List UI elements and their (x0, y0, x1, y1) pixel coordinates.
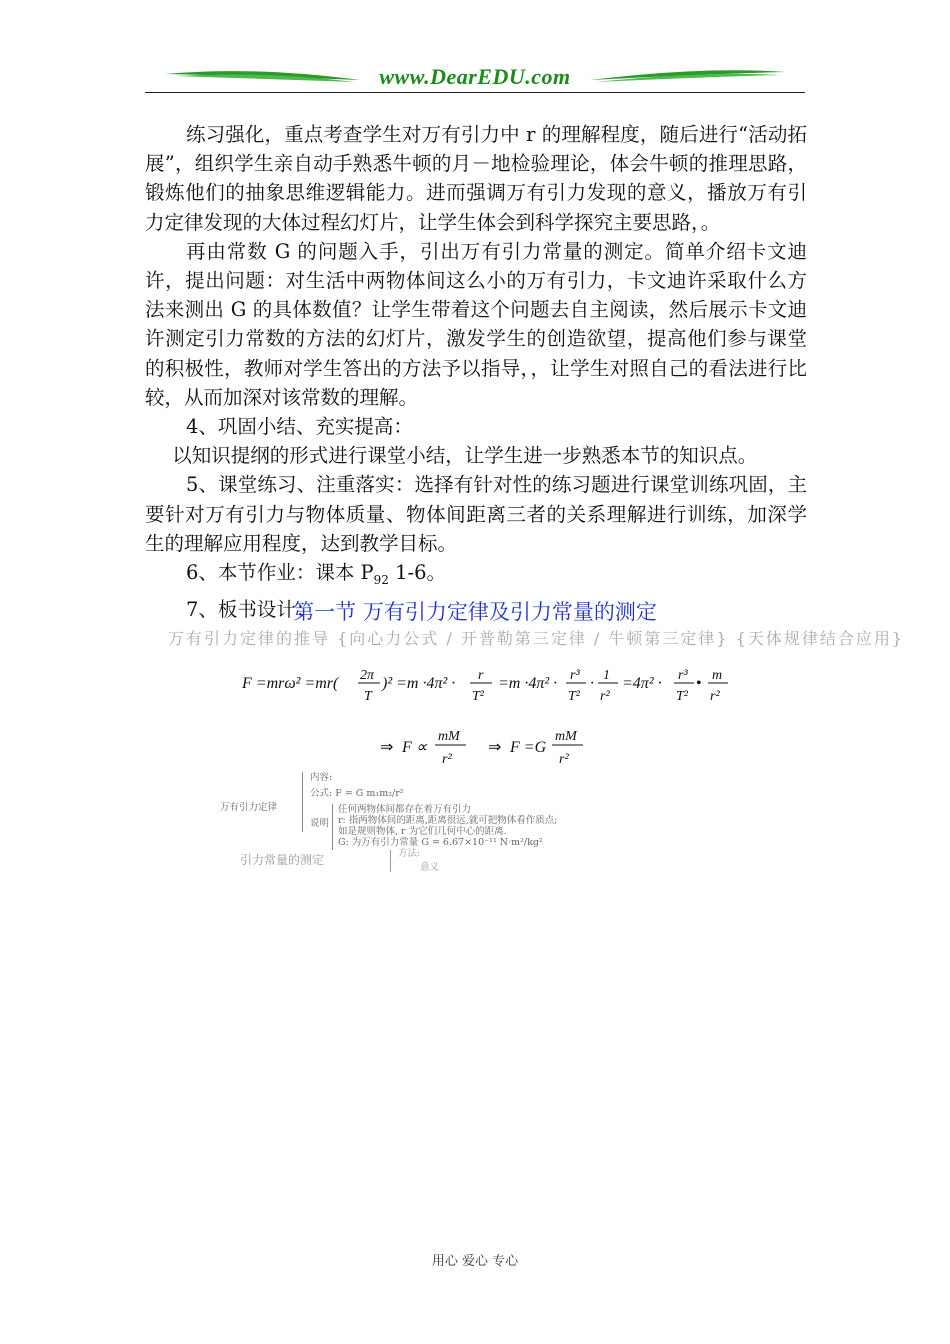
outline-formula: 公式: F = G m₁m₂/r² (310, 788, 404, 799)
site-name: www.DearEDU.com (379, 64, 571, 89)
paragraph-5: 5、课堂练习、注重落实：选择有针对性的练习题进行课堂训练巩固，主要针对万有引力与物体质量、物体间距离三者的关系理解进行训练，加深学生的理解应用程度，达到教学目标。 (145, 473, 807, 555)
svg-text:1: 1 (603, 668, 610, 683)
svg-text:r²: r² (442, 752, 452, 767)
svg-text:=m ·4π² ·: =m ·4π² · (498, 675, 558, 692)
svg-text:=4π² ·: =4π² · (622, 675, 662, 692)
document-body (145, 120, 807, 624)
svg-text:r²: r² (559, 752, 569, 767)
outline-root: 万有引力定律 (220, 802, 278, 813)
svg-text:T: T (364, 689, 372, 704)
svg-text:F =mrω² =mr(: F =mrω² =mr( (242, 675, 339, 692)
svg-text:T²: T² (472, 689, 484, 704)
outline-g-method: 方法: (398, 848, 421, 859)
svg-text:⇒: ⇒ (380, 739, 394, 756)
board-formula-graphic (230, 660, 750, 770)
homework-range: 1-6。 (388, 561, 447, 585)
svg-text:F =G: F =G (510, 739, 547, 756)
svg-text:·: · (590, 675, 594, 692)
outline-explain-brace (332, 804, 337, 850)
outline-explain-label: 说明 (310, 818, 330, 829)
paragraph-3: 4、巩固小结、充实提高： (185, 415, 413, 439)
paragraph-6 (145, 558, 807, 595)
svg-text:T²: T² (568, 689, 580, 704)
svg-text:r²: r² (600, 689, 610, 704)
outline-brace (302, 772, 307, 832)
homework-label: 6、本节作业：课本 P (185, 561, 374, 585)
board-faded-derivation-line: 万有引力定律的推导 {向心力公式 / 开普勒第三定律 / 牛顿第三定律} {天体规律结合应用} (168, 629, 905, 648)
svg-text:•: • (696, 675, 702, 692)
homework-page-subscript: 92 (373, 572, 389, 587)
svg-text:⇒: ⇒ (488, 739, 502, 756)
outline-content-label: 内容: (310, 772, 333, 783)
paragraph-1: 练习强化，重点考查学生对万有引力中 r 的理解程度，随后进行“活动拓展”，组织学生亲自动手熟悉牛顿的月－地检验理论，体会牛顿的推理思路，锻炼他们的抽象思维逻辑能力。进而强调万有引力发现的意义，播放万有引力定律发现的大体过程幻灯片，让学生体会到科学探究主要思路，。 (145, 123, 807, 234)
svg-text:2π: 2π (360, 668, 375, 683)
svg-text:T²: T² (676, 689, 688, 704)
paragraph-2: 再由常数 G 的问题入手，引出万有引力常量的测定。简单介绍卡文迪许，提出问题：对生活中两物体间这么小的万有引力，卡文迪许采取什么方法来测出 G 的具体数值？让学生带着这个问题去自主阅读，然后展示卡文迪许测定引力常数的方法的幻灯片，激发学生的创造欲望，提高他们参与课堂的积极性，教师对学生答出的方法予以指导，，让学生对照自己的看法进行比较，从而加深对该常数的理解。 (145, 239, 807, 409)
svg-text:r: r (478, 668, 484, 683)
outline-explain-line-1: 任何两物体间都存在着万有引力 (338, 804, 472, 815)
outline-g-brace (390, 850, 395, 872)
header-rule (145, 92, 805, 93)
svg-text:mM: mM (555, 729, 577, 744)
svg-text:r²: r² (710, 689, 720, 704)
svg-text:r³: r³ (678, 668, 688, 683)
outline-explain-line-3: 如是规则物体, r 为它们几何中心的距离. (338, 826, 507, 837)
board-title: 第一节 万有引力定律及引力常量的测定 (293, 600, 657, 624)
site-header-banner (145, 62, 805, 94)
outline-explain-line-2: r: 指两物体间的距离,距离很远,就可把物体看作质点; (338, 815, 558, 826)
svg-text:F ∝: F ∝ (402, 739, 428, 756)
paragraph-7: 7、板书设计： (185, 598, 316, 622)
outline-g-meaning: 意义 (420, 862, 440, 873)
svg-text:m: m (712, 668, 723, 683)
outline-g-measure: 引力常量的测定 (240, 853, 325, 867)
svg-text:r³: r³ (570, 668, 580, 683)
svg-text:)² =m ·4π² ·: )² =m ·4π² · (382, 675, 456, 692)
outline-explain-line-4: G: 为万有引力常量 G = 6.67×10⁻¹¹ N·m²/kg² (338, 837, 543, 848)
svg-text:mM: mM (438, 729, 460, 744)
page-footer: 用心 爱心 专心 (431, 1254, 519, 1269)
paragraph-4: 以知识提纲的形式进行课堂小结，让学生进一步熟悉本节的知识点。 (172, 444, 758, 468)
